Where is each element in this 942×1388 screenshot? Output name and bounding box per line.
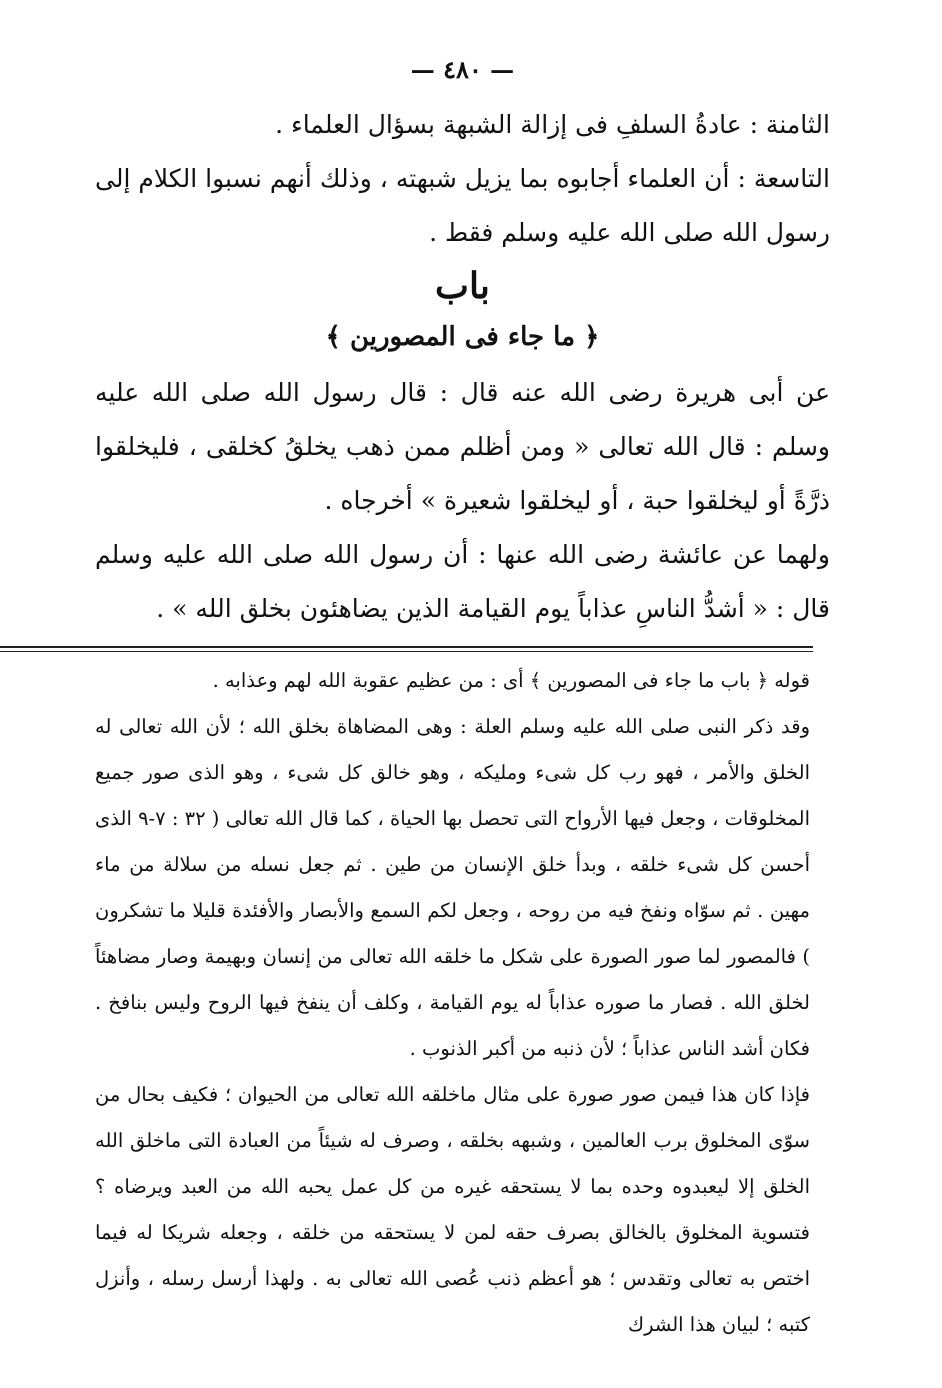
page-number: — ٤٨٠ — [410,55,515,84]
hadith-abu-hurayra: عن أبى هريرة رضى الله عنه قال : قال رسول الله صلى الله عليه وسلم : قال الله تعالى « ومن أظلم ممن ذهب يخلقُ كخلقى ، فليخلقوا ذرَّةً أو ليخلقوا حبة ، أو ليخلقوا شعيرة » أخرجاه . [95,378,830,515]
commentary-intro: قوله ﴿ باب ما جاء فى المصورين ﴾ أى : من عظيم عقوبة الله لهم وعذابه . [212,669,810,692]
paragraph-eighth: الثامنة : عادةُ السلفِ فى إزالة الشبهة بسؤال العلماء . [275,110,830,139]
commentary-text [95,658,830,1348]
main-text [95,98,830,636]
paragraph-ninth: التاسعة : أن العلماء أجابوه بما يزيل شبهته ، وذلك أنهم نسبوا الكلام إلى رسول الله صلى الله عليه وسلم فقط . [95,164,831,247]
section-title: باب [435,265,490,307]
commentary-shirk: فإذا كان هذا فيمن صور صورة على مثال ماخلقه الله تعالى من الحيوان ؛ فكيف بحال من سوّى المخلوق برب العالمين ، وشبهه بخلقه ، وصرف له شيئاً من العبادة التى ماخلق الله الخلق إلا ليعبدوه وحده بما لا يستحقه غيره من كل عمل يحبه الله من العبد ويرضاه ؟ فتسوية المخلوق بالخالق بصرف حقه لمن لا يستحقه من خلقه ، وجعله شريكا له فيما اختص به تعالى وتقدس ؛ هو أعظم ذنب عُصى الله تعالى به . ولهذا أرسل رسله ، وأنزل كتبه ؛ لبيان هذا الشرك [95,1083,810,1336]
commentary-reason: وقد ذكر النبى صلى الله عليه وسلم العلة : وهى المضاهاة بخلق الله ؛ لأن الله تعالى له الخلق والأمر ، فهو رب كل شىء ومليكه ، وهو خالق كل شىء ، وهو الذى صور جميع المخلوقات ، وجعل فيها الأرواح التى تحصل بها الحياة ، كما قال الله تعالى ( ٣٢ : ٧-٩ الذى أحسن كل شىء خلقه ، وبدأ خلق الإنسان من طين . ثم جعل نسله من سلالة من ماء مهين . ثم سوّاه ونفخ فيه من روحه ، وجعل لكم السمع والأبصار والأفئدة قليلا ما تشكرون ) فالمصور لما صور الصورة على شكل ما خلقه الله تعالى من إنسان وبهيمة وصار مضاهئاً لخلق الله . فصار ما صوره عذاباً له يوم القيامة ، وكلف أن ينفخ فيها الروح وليس بنافخ . فكان أشد الناس عذاباً ؛ لأن ذنبه من أكبر الذنوب . [95,715,811,1060]
hadith-aisha: ولهما عن عائشة رضى الله عنها : أن رسول الله صلى الله عليه وسلم قال : « أشدُّ الناسِ عذاباً يوم القيامة الذين يضاهئون بخلق الله » . [95,540,830,623]
footnote-divider [0,646,813,652]
section-subtitle: ﴿ ما جاء فى المصورين ﴾ [325,322,600,352]
